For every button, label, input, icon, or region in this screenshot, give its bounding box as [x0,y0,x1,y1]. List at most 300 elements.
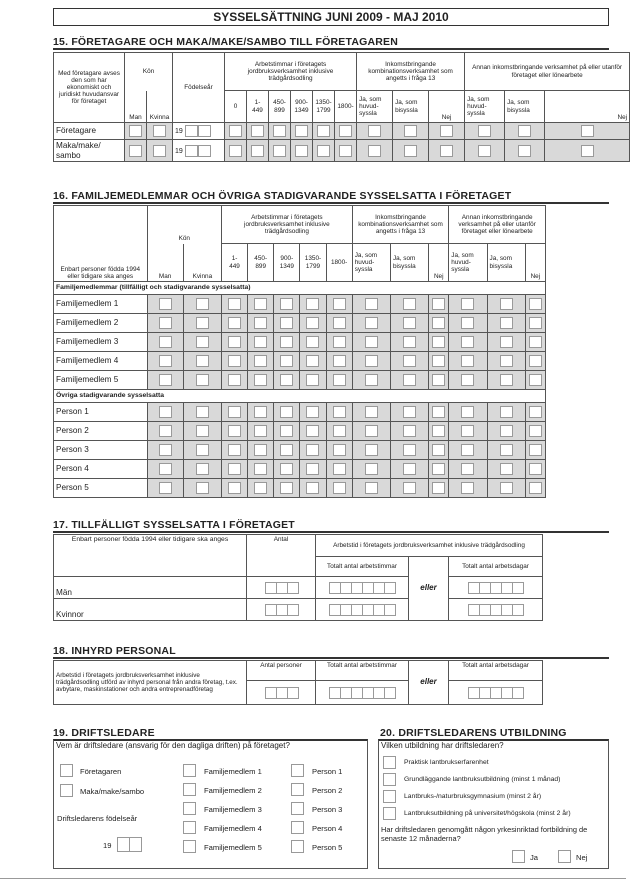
checkbox[interactable] [228,444,241,456]
checkbox[interactable] [228,406,241,418]
checkbox[interactable] [365,298,378,310]
col-ja-bi: Ja, som bisyssla [487,244,525,282]
birth-label: Driftsledarens födelseår [57,814,138,823]
col-man: Man [125,91,147,123]
checkbox[interactable] [228,463,241,475]
col-desc: Enbart personer födda 1994 eller tidigare ska anges [54,535,247,577]
digit-input[interactable] [287,582,299,594]
checkbox[interactable] [500,482,513,494]
checkbox[interactable] [159,425,172,437]
checkbox[interactable] [365,317,378,329]
checkbox[interactable] [280,317,293,329]
row-label: Kvinnor [54,599,247,621]
checkbox[interactable] [461,336,474,348]
checkbox[interactable] [196,444,209,456]
checkbox[interactable] [461,355,474,367]
col-timmar: Totalt antal arbetstimmar [316,557,409,577]
checkbox[interactable] [159,298,172,310]
col-dagar: Totalt antal arbetsdagar [449,557,543,577]
table-15 [53,52,630,162]
checkbox[interactable] [317,125,330,137]
checkbox-option[interactable] [291,802,304,815]
col-ja-bi: Ja, som bisyssla [505,91,545,123]
col-ja-huvud: Ja, som huvud-syssla [449,244,487,282]
page-edge [0,878,626,879]
checkbox[interactable] [159,355,172,367]
divider [53,657,609,659]
checkbox[interactable] [196,374,209,386]
page-title: SYSSELSÄTTNING JUNI 2009 - MAJ 2010 [53,8,609,26]
checkbox[interactable] [440,125,453,137]
divider [53,531,609,533]
col-arbets: Arbetstimmar i företagets jordbruksverksamhet inklusive trädgårdsodling [225,53,357,91]
checkbox[interactable] [432,425,445,437]
checkbox[interactable] [306,425,319,437]
checkbox[interactable] [196,425,209,437]
year-input[interactable] [117,837,141,852]
col-antal: Antal [247,535,316,577]
table-row [54,314,546,333]
checkbox[interactable] [306,374,319,386]
checkbox[interactable] [500,317,513,329]
row-label: Män [54,577,247,599]
checkbox[interactable] [365,374,378,386]
year-input[interactable] [185,125,198,137]
col-annan: Annan inkomstbringande verksamhet på eller utanför företaget eller lönearbete [465,53,630,91]
row-label: Familjemedlem 4 [54,352,148,371]
checkbox[interactable] [229,125,242,137]
checkbox[interactable] [529,463,542,475]
checkbox[interactable] [333,298,346,310]
checkbox[interactable] [339,125,352,137]
checkbox[interactable] [228,425,241,437]
checkbox-option[interactable] [291,840,304,853]
year-prefix: 19 [103,841,112,850]
row-label: Maka/make/ sambo [54,140,125,162]
col-arbetstid: Arbetstid i företagets jordbruksverksamhet inklusive trädgårdsodling [316,535,543,557]
checkbox[interactable] [333,406,346,418]
ja-label: Ja [530,853,539,862]
checkbox[interactable] [432,444,445,456]
hour-4: 1350- 1799 [300,244,326,282]
digit-input[interactable] [384,604,396,616]
checkbox[interactable] [306,336,319,348]
checkbox-ja[interactable] [512,850,525,863]
checkbox[interactable] [529,336,542,348]
checkbox[interactable] [228,374,241,386]
checkbox[interactable] [529,425,542,437]
checkbox[interactable] [228,298,241,310]
section-17-title: 17. TILLFÄLLIGT SYSSELSATTA I FÖRETAGET [53,519,295,531]
opt-label: Familjemedlem 1 [204,767,262,776]
col-timmar: Totalt antal arbetstimmar [316,661,409,681]
checkbox[interactable] [159,374,172,386]
checkbox[interactable] [159,406,172,418]
checkbox-option[interactable] [183,840,196,853]
col-nej: Nej [545,91,630,123]
year-prefix: 19 [175,127,183,135]
col-inkomst: Inkomstbringande kombinationsverksamhet som angetts i fråga 13 [352,206,449,244]
year-prefix: 19 [175,147,183,155]
table-row [54,422,546,441]
checkbox[interactable] [254,482,267,494]
opt-label: Företagaren [80,767,122,776]
checkbox[interactable] [365,444,378,456]
checkbox[interactable] [500,463,513,475]
s19-question: Vem är driftsledare (ansvarig för den dagliga driften) på företaget? [56,741,290,750]
checkbox-edu[interactable] [383,790,396,803]
hour-5: 1800- [326,244,352,282]
checkbox[interactable] [280,355,293,367]
edu-label: Praktisk lantbrukserfarenhet [404,759,489,766]
checkbox[interactable] [280,374,293,386]
checkbox[interactable] [228,317,241,329]
checkbox[interactable] [273,145,286,157]
opt-label: Person 5 [312,843,343,852]
row-label: Familjemedlem 3 [54,333,148,352]
checkbox-option[interactable] [183,821,196,834]
checkbox[interactable] [365,425,378,437]
checkbox[interactable] [280,444,293,456]
checkbox[interactable] [461,463,474,475]
checkbox-option[interactable] [291,783,304,796]
digit-input[interactable] [384,687,396,699]
checkbox[interactable] [365,355,378,367]
checkbox[interactable] [500,406,513,418]
checkbox[interactable] [196,298,209,310]
checkbox[interactable] [317,145,330,157]
checkbox[interactable] [403,482,416,494]
col-nej: Nej [429,244,449,282]
checkbox[interactable] [196,463,209,475]
table-16 [53,205,546,498]
table-row [54,403,546,422]
checkbox[interactable] [500,444,513,456]
checkbox[interactable] [333,336,346,348]
eller-label: eller [409,557,449,621]
table-row [54,371,546,390]
checkbox[interactable] [254,444,267,456]
eller-label: eller [409,661,449,705]
col-desc: Med företagare avses den som har ekonomiskt och juridiskt huvudansvar för företaget [54,53,125,123]
checkbox[interactable] [529,374,542,386]
checkbox[interactable] [196,317,209,329]
checkbox[interactable] [159,463,172,475]
checkbox[interactable] [403,317,416,329]
checkbox[interactable] [306,406,319,418]
checkbox-edu[interactable] [383,756,396,769]
row-label: Person 2 [54,422,148,441]
table-row [54,352,546,371]
checkbox[interactable] [403,444,416,456]
checkbox[interactable] [306,463,319,475]
digit-input[interactable] [512,604,524,616]
col-desc: Enbart personer födda 1994 eller tidigare ska anges [54,206,148,282]
pers-rows [54,403,546,498]
opt-label: Maka/make/sambo [80,787,145,796]
checkbox-option[interactable] [183,802,196,815]
checkbox-edu[interactable] [383,807,396,820]
checkbox[interactable] [333,463,346,475]
checkbox[interactable] [254,425,267,437]
checkbox[interactable] [196,406,209,418]
checkbox[interactable] [333,425,346,437]
col-ja-huvud: Ja, som huvud-syssla [465,91,505,123]
checkbox-foretagaren[interactable] [60,764,73,777]
checkbox[interactable] [529,482,542,494]
col-ja-bi: Ja, som bisyssla [393,91,429,123]
checkbox[interactable] [432,482,445,494]
checkbox-option[interactable] [291,821,304,834]
checkbox[interactable] [159,317,172,329]
checkbox[interactable] [432,374,445,386]
col-nej: Nej [429,91,465,123]
checkbox[interactable] [365,482,378,494]
row-label: Företagare [54,123,125,140]
checkbox[interactable] [432,336,445,348]
row-label: Person 3 [54,441,148,460]
s20-question: Vilken utbildning har driftsledaren? [381,741,504,750]
opt-label: Familjemedlem 3 [204,805,262,814]
checkbox[interactable] [333,355,346,367]
checkbox[interactable] [229,145,242,157]
checkbox[interactable] [403,406,416,418]
hour-1: 1- 449 [221,244,247,282]
table-17 [53,534,543,621]
checkbox[interactable] [529,406,542,418]
checkbox[interactable] [306,298,319,310]
checkbox[interactable] [403,374,416,386]
checkbox[interactable] [254,355,267,367]
checkbox[interactable] [254,317,267,329]
checkbox[interactable] [280,336,293,348]
checkbox[interactable] [461,444,474,456]
checkbox[interactable] [461,482,474,494]
checkbox[interactable] [500,425,513,437]
row-label: Person 1 [54,403,148,422]
checkbox[interactable] [461,298,474,310]
checkbox[interactable] [461,317,474,329]
checkbox[interactable] [159,444,172,456]
checkbox-maka[interactable] [60,784,73,797]
opt-label: Person 4 [312,824,343,833]
table-row [54,460,546,479]
col-nej: Nej [525,244,545,282]
row-label: Familjemedlem 2 [54,314,148,333]
checkbox[interactable] [159,336,172,348]
section-18-title: 18. INHYRD PERSONAL [53,645,176,657]
col-dagar: Totalt antal arbetsdagar [449,661,543,681]
checkbox[interactable] [129,125,142,137]
digit-input[interactable] [512,687,524,699]
table-row [54,333,546,352]
col-fodelsear: Födelseår [173,53,225,123]
checkbox[interactable] [404,145,417,157]
checkbox[interactable] [365,463,378,475]
checkbox[interactable] [368,145,381,157]
table-row [54,295,546,314]
checkbox[interactable] [306,482,319,494]
checkbox-edu[interactable] [383,773,396,786]
digit-input[interactable] [287,604,299,616]
digit-input[interactable] [512,582,524,594]
s18-desc: Arbetstid i företagets jordbruksverksamhet inklusive trädgårdsodling utförd av inhyrd personal från andra företag, t.ex. avbytare, maskinstationer och andra entreprenadföretag [54,661,247,705]
checkbox[interactable] [581,145,594,157]
checkbox[interactable] [153,125,166,137]
checkbox[interactable] [196,355,209,367]
hour-4: 1350- 1799 [313,91,335,123]
col-inkomst: Inkomstbringande kombinationsverksamhet som angetts i fråga 13 [357,53,465,91]
checkbox[interactable] [280,298,293,310]
table-18 [53,660,543,705]
nej-label: Nej [576,853,588,862]
year-input[interactable] [198,125,211,137]
opt-label: Person 1 [312,767,343,776]
checkbox[interactable] [529,317,542,329]
checkbox[interactable] [461,374,474,386]
checkbox[interactable] [518,145,531,157]
row-label: Familjemedlem 5 [54,371,148,390]
checkbox[interactable] [306,444,319,456]
table-row [54,123,630,140]
checkbox[interactable] [129,145,142,157]
checkbox[interactable] [403,298,416,310]
checkbox[interactable] [333,444,346,456]
checkbox[interactable] [295,125,308,137]
checkbox[interactable] [478,145,491,157]
hour-2: 450- 899 [248,244,274,282]
checkbox[interactable] [159,482,172,494]
table-row [54,479,546,498]
section-19-title: 19. DRIFTSLEDARE [53,727,155,739]
checkbox[interactable] [280,463,293,475]
checkbox[interactable] [461,406,474,418]
checkbox[interactable] [403,425,416,437]
checkbox[interactable] [228,336,241,348]
checkbox[interactable] [500,355,513,367]
checkbox[interactable] [432,298,445,310]
table-row [54,599,543,621]
hour-0: 0 [225,91,247,123]
opt-label: Familjemedlem 4 [204,824,262,833]
section-15-title: 15. FÖRETAGARE OCH MAKA/MAKE/SAMBO TILL FÖRETAGAREN [53,36,399,48]
edu-label: Lantbruks-/naturbruksgymnasium (minst 2 år) [404,793,542,800]
checkbox[interactable] [500,336,513,348]
col-antal: Antal personer [247,661,316,681]
checkbox[interactable] [365,336,378,348]
col-ja-huvud: Ja, som huvud-syssla [352,244,390,282]
opt-label: Familjemedlem 2 [204,786,262,795]
checkbox[interactable] [500,374,513,386]
divider [53,202,609,204]
checkbox[interactable] [251,125,264,137]
s20-q2: Har driftsledaren genomgått någon yrkesinriktad fortbildning de senaste 12 månaderna? [381,825,588,843]
checkbox-option[interactable] [183,764,196,777]
digit-input[interactable] [287,687,299,699]
col-kon: Kön [125,53,173,91]
checkbox[interactable] [333,317,346,329]
checkbox[interactable] [529,298,542,310]
checkbox-nej[interactable] [558,850,571,863]
checkbox[interactable] [478,125,491,137]
checkbox[interactable] [403,463,416,475]
checkbox[interactable] [339,145,352,157]
checkbox[interactable] [196,482,209,494]
row-label: Person 5 [54,479,148,498]
checkbox[interactable] [196,336,209,348]
checkbox[interactable] [254,406,267,418]
checkbox[interactable] [306,317,319,329]
checkbox[interactable] [280,425,293,437]
section-16-title: 16. FAMILJEMEDLEMMAR OCH ÖVRIGA STADIGVARANDE SYSSELSATTA I FÖRETAGET [53,190,512,202]
checkbox[interactable] [461,425,474,437]
row-label: Person 4 [54,460,148,479]
checkbox[interactable] [500,298,513,310]
year-input[interactable] [198,145,211,157]
group-label: Övriga stadigvarande sysselsatta [54,390,546,403]
digit-input[interactable] [384,582,396,594]
checkbox[interactable] [228,482,241,494]
checkbox[interactable] [280,482,293,494]
group-label: Familjemedlemmar (tillfälligt och stadigvarande sysselsatta) [54,282,546,295]
hour-2: 450- 899 [269,91,291,123]
checkbox[interactable] [432,355,445,367]
checkbox[interactable] [432,317,445,329]
checkbox[interactable] [529,444,542,456]
hour-3: 900- 1349 [274,244,300,282]
checkbox[interactable] [518,125,531,137]
checkbox[interactable] [404,125,417,137]
checkbox[interactable] [254,298,267,310]
col-ja-bi: Ja, som bisyssla [390,244,428,282]
checkbox[interactable] [254,463,267,475]
edu-label: Grundläggande lantbruksutbildning (minst 1 månad) [404,776,561,783]
year-input[interactable] [185,145,198,157]
checkbox[interactable] [365,406,378,418]
checkbox[interactable] [440,145,453,157]
fam-rows [54,295,546,390]
opt-label: Person 2 [312,786,343,795]
checkbox[interactable] [333,482,346,494]
checkbox[interactable] [581,125,594,137]
checkbox[interactable] [333,374,346,386]
col-man: Man [147,244,183,282]
checkbox[interactable] [254,336,267,348]
col-kvinna: Kvinna [183,244,221,282]
checkbox[interactable] [254,374,267,386]
checkbox[interactable] [251,145,264,157]
checkbox[interactable] [228,355,241,367]
checkbox-option[interactable] [183,783,196,796]
checkbox[interactable] [280,406,293,418]
checkbox[interactable] [368,125,381,137]
table-row [54,577,543,599]
checkbox[interactable] [403,336,416,348]
checkbox-option[interactable] [291,764,304,777]
opt-label: Person 3 [312,805,343,814]
checkbox[interactable] [529,355,542,367]
col-arbets: Arbetstimmar i företagets jordbruksverksamhet inklusive trädgårdsodling [221,206,352,244]
col-ja-huvud: Ja, som huvud-syssla [357,91,393,123]
checkbox[interactable] [403,355,416,367]
hour-5: 1800- [335,91,357,123]
checkbox[interactable] [295,145,308,157]
checkbox[interactable] [306,355,319,367]
checkbox[interactable] [273,125,286,137]
checkbox[interactable] [153,145,166,157]
checkbox[interactable] [432,406,445,418]
checkbox[interactable] [432,463,445,475]
